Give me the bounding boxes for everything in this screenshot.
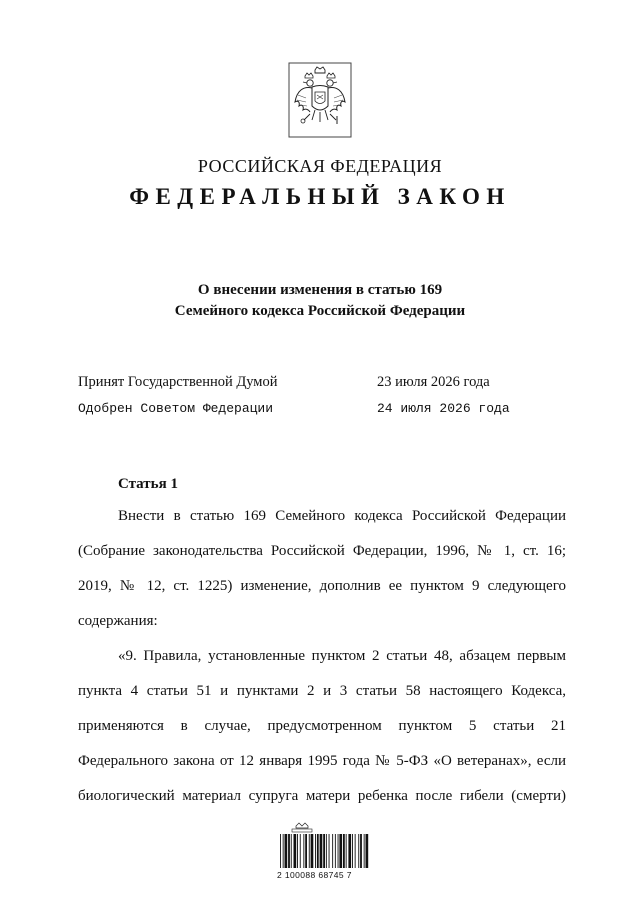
law-title-line-1: О внесении изменения в статью 169 [197, 282, 443, 298]
article-text-line: (Собрание законодательства Российской Федерации, 1996, № 1, ст. 16; [78, 543, 566, 559]
article-text-line: Внести в статью 169 Семейного кодекса Российской Федерации [118, 508, 566, 524]
article-text-line: применяются в случае, предусмотренном пунктом 5 статьи 21 [78, 718, 566, 734]
adoption-duma-date: 23 июля 2026 года [377, 374, 490, 390]
law-title-line-2: Семейного кодекса Российской Федерации [174, 303, 466, 319]
article-text-line: пункта 4 статьи 51 и пунктами 2 и 3 статьи 58 настоящего Кодекса, [78, 683, 566, 699]
double-headed-eagle-emblem-icon [288, 62, 352, 138]
adoption-duma-label: Принят Государственной Думой [78, 374, 278, 390]
country-name: РОССИЙСКАЯ ФЕДЕРАЦИЯ [197, 156, 443, 176]
adoption-council-label: Одобрен Советом Федерации [78, 401, 274, 416]
article-text-line: «9. Правила, установленные пунктом 2 статьи 48, абзацем первым [118, 648, 566, 664]
article-heading: Статья 1 [118, 476, 178, 492]
law-title [0, 280, 640, 322]
article-text-line: содержания: [78, 613, 158, 629]
article-text-line: 2019, № 12, ст. 1225) изменение, дополнив ее пунктом 9 следующего [78, 578, 566, 594]
document-type-heading: ФЕДЕРАЛЬНЫЙ ЗАКОН [129, 184, 511, 209]
article-text-line: Федерального закона от 12 января 1995 года № 5-ФЗ «О ветеранах», если [78, 753, 566, 769]
adoption-council-date: 24 июля 2026 года [377, 401, 510, 416]
barcode-number: 2 100088 68745 7 [277, 870, 352, 880]
adoption-council [78, 401, 578, 416]
adoption-duma [78, 374, 578, 391]
article-text-line: биологический материал супруга матери ребенка после гибели (смерти) [78, 788, 566, 804]
